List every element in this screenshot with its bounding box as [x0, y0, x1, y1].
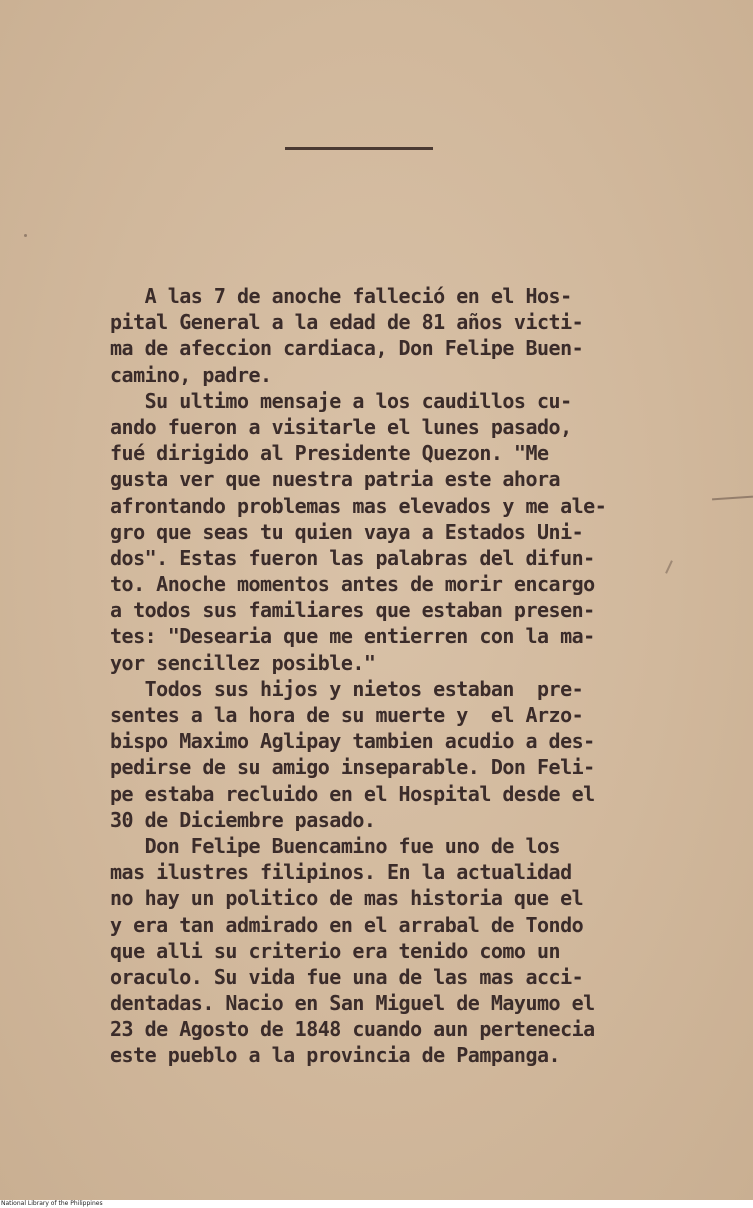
text-line: a todos sus familiares que estaban presen- [110, 598, 595, 623]
text-line: camino, padre. [110, 362, 272, 387]
library-credit: National Library of the Philippines [1, 1200, 103, 1207]
text-line: que alli su criterio era tenido como un [110, 938, 561, 963]
text-line: gro que seas tu quien vaya a Estados Uni- [110, 519, 584, 544]
paper-speck [24, 234, 27, 237]
text-line: mas ilustres filipinos. En la actualidad [110, 860, 572, 885]
text-line: A las 7 de anoche falleció en el Hos- [110, 284, 572, 308]
text-line: dentadas. Nacio en San Miguel de Mayumo el [110, 991, 595, 1016]
text-line: pedirse de su amigo inseparable. Don Feli- [110, 755, 595, 780]
text-line: pe estaba recluido en el Hospital desde el [110, 781, 595, 806]
text-line: to. Anoche momentos antes de morir encargo [110, 572, 595, 597]
pencil-mark [712, 496, 753, 501]
text-line: ma de afeccion cardiaca, Don Felipe Buen- [110, 336, 584, 361]
text-line: oraculo. Su vida fue una de las mas acci- [110, 964, 584, 989]
text-line: pital General a la edad de 81 años victi- [110, 310, 584, 335]
text-line: sentes a la hora de su muerte y el Arzo- [110, 703, 584, 727]
text-line: ando fueron a visitarle el lunes pasado, [110, 414, 572, 439]
text-line: tes: "Desearia que me entierren con la ma- [110, 624, 595, 649]
text-line: dos". Estas fueron las palabras del difun- [110, 545, 595, 570]
header-rule [285, 147, 433, 150]
text-line: yor sencillez posible." [110, 650, 376, 675]
text-line: 23 de Agosto de 1848 cuando aun pertenecia [110, 1017, 595, 1042]
text-line: gusta ver que nuestra patria este ahora [110, 467, 561, 492]
footer-strip [0, 1200, 753, 1208]
text-line: este pueblo a la provincia de Pampanga. [110, 1043, 561, 1068]
text-line: Don Felipe Buencamino fue uno de los [110, 833, 561, 858]
text-line: fué dirigido al Presidente Quezon. "Me [110, 441, 549, 466]
text-line: Todos sus hijos y nietos estaban pre- [110, 676, 584, 701]
text-line: bispo Maximo Aglipay tambien acudio a des- [110, 729, 595, 754]
text-line: afrontando problemas mas elevados y me ale- [110, 493, 607, 518]
text-line: Su ultimo mensaje a los caudillos cu- [110, 388, 572, 413]
text-line: no hay un politico de mas historia que el [110, 886, 584, 911]
text-line: 30 de Diciembre pasado. [110, 807, 376, 832]
text-line: y era tan admirado en el arrabal de Tondo [110, 912, 584, 937]
document-body [110, 283, 670, 1069]
